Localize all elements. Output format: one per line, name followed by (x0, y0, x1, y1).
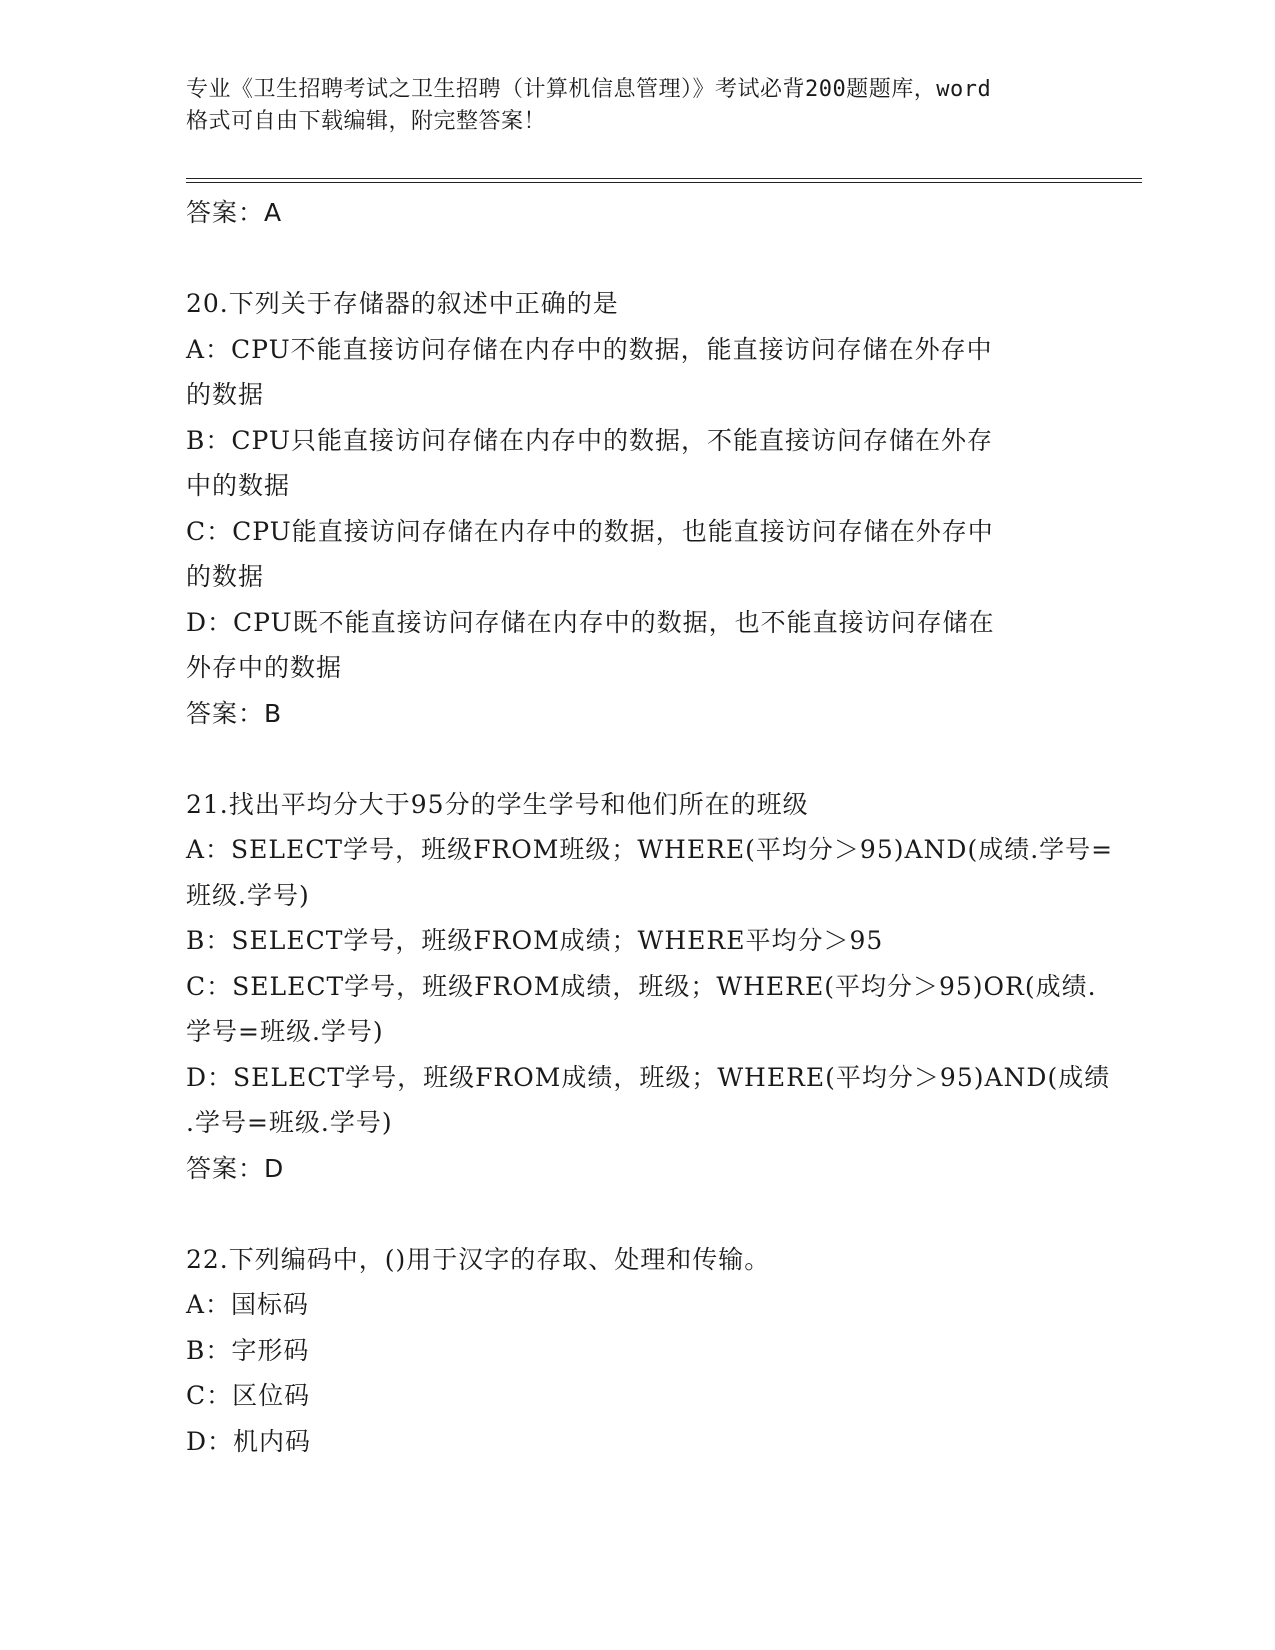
option-d: D：SELECT学号，班级FROM成绩，班级；WHERE(平均分＞95)AND(成绩 (186, 1062, 1111, 1092)
spacer (186, 236, 1066, 282)
header-divider-top (186, 178, 1142, 179)
question-22 (186, 1237, 1066, 1465)
header-line-1: 专业《卫生招聘考试之卫生招聘（计算机信息管理）》考试必背200题题库，word (186, 77, 992, 102)
answer: 答案：D (186, 1153, 285, 1183)
option-c: C：区位码 (186, 1381, 311, 1410)
option-a: A：SELECT学号，班级FROM班级；WHERE(平均分＞95)AND(成绩.学号= (186, 835, 1114, 864)
header-divider-bottom (186, 182, 1142, 183)
question-text: 20.下列关于存储器的叙述中正确的是 (186, 289, 619, 318)
option-d-cont: .学号=班级.学号) (186, 1108, 393, 1137)
option-c-cont: 的数据 (186, 562, 265, 591)
option-b: B：CPU只能直接访问存储在内存中的数据，不能直接访问存储在外存 (186, 425, 993, 455)
option-b: B：字形码 (186, 1335, 310, 1365)
option-a: A：国标码 (186, 1290, 310, 1319)
option-c: C：SELECT学号，班级FROM成绩，班级；WHERE(平均分＞95)OR(成绩. (186, 971, 1097, 1001)
answer: 答案：B (186, 698, 283, 728)
option-c-cont: 学号=班级.学号) (186, 1017, 384, 1046)
option-a: A：CPU不能直接访问存储在内存中的数据，能直接访问存储在外存中 (186, 334, 993, 364)
option-d: D：机内码 (186, 1426, 312, 1456)
header-line-2: 格式可自由下载编辑，附完整答案！ (186, 109, 547, 134)
question-20 (186, 281, 1066, 736)
option-b-cont: 中的数据 (186, 471, 291, 500)
spacer (186, 736, 1066, 782)
document-header (186, 74, 1086, 138)
option-a-cont: 班级.学号) (186, 880, 310, 910)
option-d: D：CPU既不能直接访问存储在内存中的数据，也不能直接访问存储在 (186, 607, 995, 637)
document-body (186, 190, 1114, 1464)
option-d-cont: 外存中的数据 (186, 653, 343, 682)
question-text: 22.下列编码中，()用于汉字的存取、处理和传输。 (186, 1244, 771, 1274)
spacer (186, 1191, 1066, 1237)
question-text: 21.找出平均分大于95分的学生学号和他们所在的班级 (186, 789, 809, 819)
option-a-cont: 的数据 (186, 380, 265, 409)
option-c: C：CPU能直接访问存储在内存中的数据，也能直接访问存储在外存中 (186, 516, 994, 546)
previous-answer: 答案：A (186, 198, 283, 227)
question-21 (186, 782, 1114, 1192)
option-b: B：SELECT学号，班级FROM成绩；WHERE平均分＞95 (186, 926, 884, 955)
